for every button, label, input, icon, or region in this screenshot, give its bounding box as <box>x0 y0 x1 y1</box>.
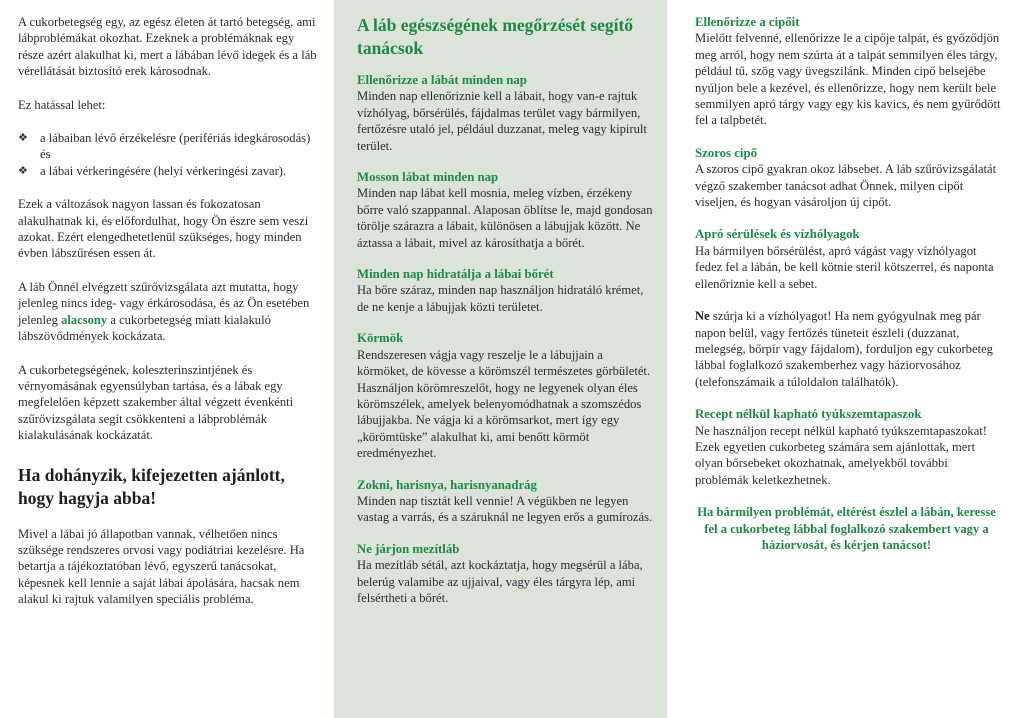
changes-paragraph: Ezek a változások nagyon lassan és fokozatosan alakulhatnak ki, és előfordulhat, hogy Ön észre sem veszi azokat. Ezért elengedhetetlenül szükséges, hogy minden évben lábszűrésen essen át. <box>18 197 309 261</box>
list-item-text: a lábai vérkeringésére (helyi vérkeringési zavar). <box>40 163 287 178</box>
list-item-text: a lábaiban lévő érzékelésre (perifériás idegkárosodás) és <box>40 131 311 162</box>
warning-text: szúrja ki a vízhólyagot! Ha nem gyógyulnak meg pár napon belül, vagy fertőzés tüneteit észleli (duzzanat, melegség, bőrpír vagy fájdalom), forduljon egy cukorbeteg lábbal foglalkozó szakemberhez vagy háziorvosához (telefonszámaik a túloldalon találhatók). <box>695 309 993 389</box>
section-text: Minden nap ellenőriznie kell a lábait, hogy van-e rajtuk vízhólyag, bőrsérülés, fájdalmas terület vagy bármilyen, fertőzésre utaló jel, például duzzanat, meleg vagy kipirult terület. <box>357 89 647 153</box>
section-text: Ha bőre száraz, minden nap használjon hidratáló krémet, de ne kenje a lábujjak közti területet. <box>357 283 644 314</box>
screening-text-end: a cukorbetegség miatt kialakuló lábszövődmények kockázata. <box>18 312 271 344</box>
advice-section <box>357 541 655 607</box>
section-text <box>695 308 1004 390</box>
section-text: Minden nap tisztát kell vennie! A végükben ne legyen vastag a varrás, és a száruknál ne legyen erős a gumírozás. <box>357 493 653 525</box>
section-title: Minden nap hidratálja a lábai bőrét <box>357 267 554 282</box>
section-title: Körmök <box>357 331 404 346</box>
corn-plasters-section <box>695 406 1004 488</box>
contact-callout: Ha bármilyen problémát, eltérést észlel a lábán, keresse fel a cukorbeteg lábbal foglalkozó szakembert vagy a háziorvosát, és kérjen tanácsot! <box>697 505 996 552</box>
advice-section <box>357 477 655 526</box>
list-item <box>18 130 318 163</box>
screening-text-start: A láb Önnél elvégzett szűrővizsgálata azt mutatta, hogy jelenleg nincs ideg- vagy érkárosodása, és az Ön esetében jelenleg <box>18 279 310 327</box>
section-title: Ne járjon mezítláb <box>357 541 460 556</box>
advice-section <box>357 169 655 251</box>
balance-paragraph: A cukorbetegségének, koleszterinszintjének és vérnyomásának egyensúlyban tartása, és a lábak egy megfelelően képzett szakember által végzett évenkénti szűrővizsgálata segít csökkenteni a lábproblémák kialakulásának kockázatát. <box>18 362 294 443</box>
section-title: Mosson lábat minden nap <box>357 170 499 185</box>
section-text: Ne használjon recept nélkül kapható tyúkszemtapaszokat! Ezek egyetlen cukorbeteg számára sem ajánlottak, mert olyan bőrsebeket okozhatnak, amelyekből további problémák keletkezhetnek. <box>695 423 987 487</box>
right-column <box>667 0 1016 553</box>
section-title: Apró sérülések és vízhólyagok <box>695 227 860 242</box>
tight-shoes-section <box>695 145 1004 211</box>
diamond-bullet-icon: ❖ <box>18 131 28 145</box>
section-text: Minden nap lábat kell mosnia, meleg vízben, érzékeny bőrre való szappannal. Alaposan öblítse le, majd gondosan törölje szárazra a lábait, különösen a lábujjak között. Ne áztassa a lábait, mivel az károsíthatja a bőrét. <box>357 186 653 250</box>
section-text: Ha bármilyen bőrsérülést, apró vágást vagy vízhólyagot fedez fel a lábán, be kell kötnie steril kötszerrel, és naponta ellenőriznie kell a sebet. <box>695 243 994 291</box>
section-title: Recept nélkül kapható tyúkszemtapaszok <box>695 407 922 422</box>
injuries-section <box>695 226 1004 292</box>
section-text: A szoros cipő gyakran okoz lábsebet. A láb szűrővizsgálatát végző szakember tanácsot adhat Önnek, milyen cipőt viseljen, és hogyan vásároljon új cipőt. <box>695 162 997 210</box>
effects-lead: Ez hatással lehet: <box>18 97 106 112</box>
shoes-check-section <box>695 14 1004 129</box>
section-text: Rendszeresen vágja vagy reszelje le a lábujjain a körmöket, de kövesse a körömszél természetes görbületét. Használjon körömreszelőt, hogy ne legyenek olyan éles körömszélek, amelyek belenyomódhatnak a szomszédos lábujjakba. Ne vágja ki a körömsarkot, mert így egy „körömtüske” alakulhat ki, ami benőtt körmöt eredményezhet. <box>357 347 651 461</box>
section-title: Zokni, harisnya, harisnyanadrág <box>357 477 537 492</box>
list-item <box>18 163 318 179</box>
care-paragraph: Mivel a lábai jó állapotban vannak, vélhetően nincs szüksége rendszeres orvosi vagy podiátriai kezelésre. Ha betartja a tájékoztatóban lévő, egyszerű tanácsokat, képesnek kell lennie a saját lábai ápolására, hacsak nem alakul ki rajtuk valamilyen speciális probléma. <box>18 526 305 607</box>
effects-list <box>18 130 318 179</box>
diamond-bullet-icon: ❖ <box>18 163 28 177</box>
blister-warning-section <box>695 308 1004 390</box>
section-title: Ellenőrizze a cipőit <box>695 15 800 29</box>
advice-title: A láb egészségének megőrzését segítő tanácsok <box>357 15 634 58</box>
warning-word: Ne <box>695 309 710 324</box>
advice-section <box>357 266 655 315</box>
advice-section <box>357 72 655 154</box>
smoking-heading: Ha dohányzik, kifejezetten ajánlott, hogy hagyja abba! <box>18 464 285 508</box>
left-column <box>0 0 334 608</box>
advice-section <box>357 330 655 461</box>
screening-result-paragraph <box>18 279 318 345</box>
section-text: Mielőtt felvenné, ellenőrizze le a cipője talpát, és győződjön meg arról, hogy nem szúrta át a talpát semmilyen éles tárgy, például tű, szög vagy üvegszilánk. Minden cipő belsejébe nyúljon bele a kezével, és ellenőrizze, hogy nem került bele semmilyen apró tárgy vagy egy kis kavics, és nem gyűrődött fel a talpbetét. <box>695 31 1001 128</box>
section-title: Szoros cipő <box>695 145 757 160</box>
intro-paragraph: A cukorbetegség egy, az egész életen át tartó betegség, ami lábproblémákat okozhat. Ezeknek a problémáknak egy része azért alakulhat ki, mert a lábában lévő idegek és a láb vérellátását biztosító erek károsodnak. <box>18 15 317 79</box>
advice-column <box>334 0 667 718</box>
section-text: Ha mezítláb sétál, azt kockáztatja, hogy megsérül a lába, belerúg valamibe az ujjaival, vagy éles tárgyra lép, ami felsértheti a bőrét. <box>357 558 643 605</box>
risk-level-highlight: alacsony <box>61 312 108 327</box>
section-title: Ellenőrizze a lábát minden nap <box>357 73 527 87</box>
